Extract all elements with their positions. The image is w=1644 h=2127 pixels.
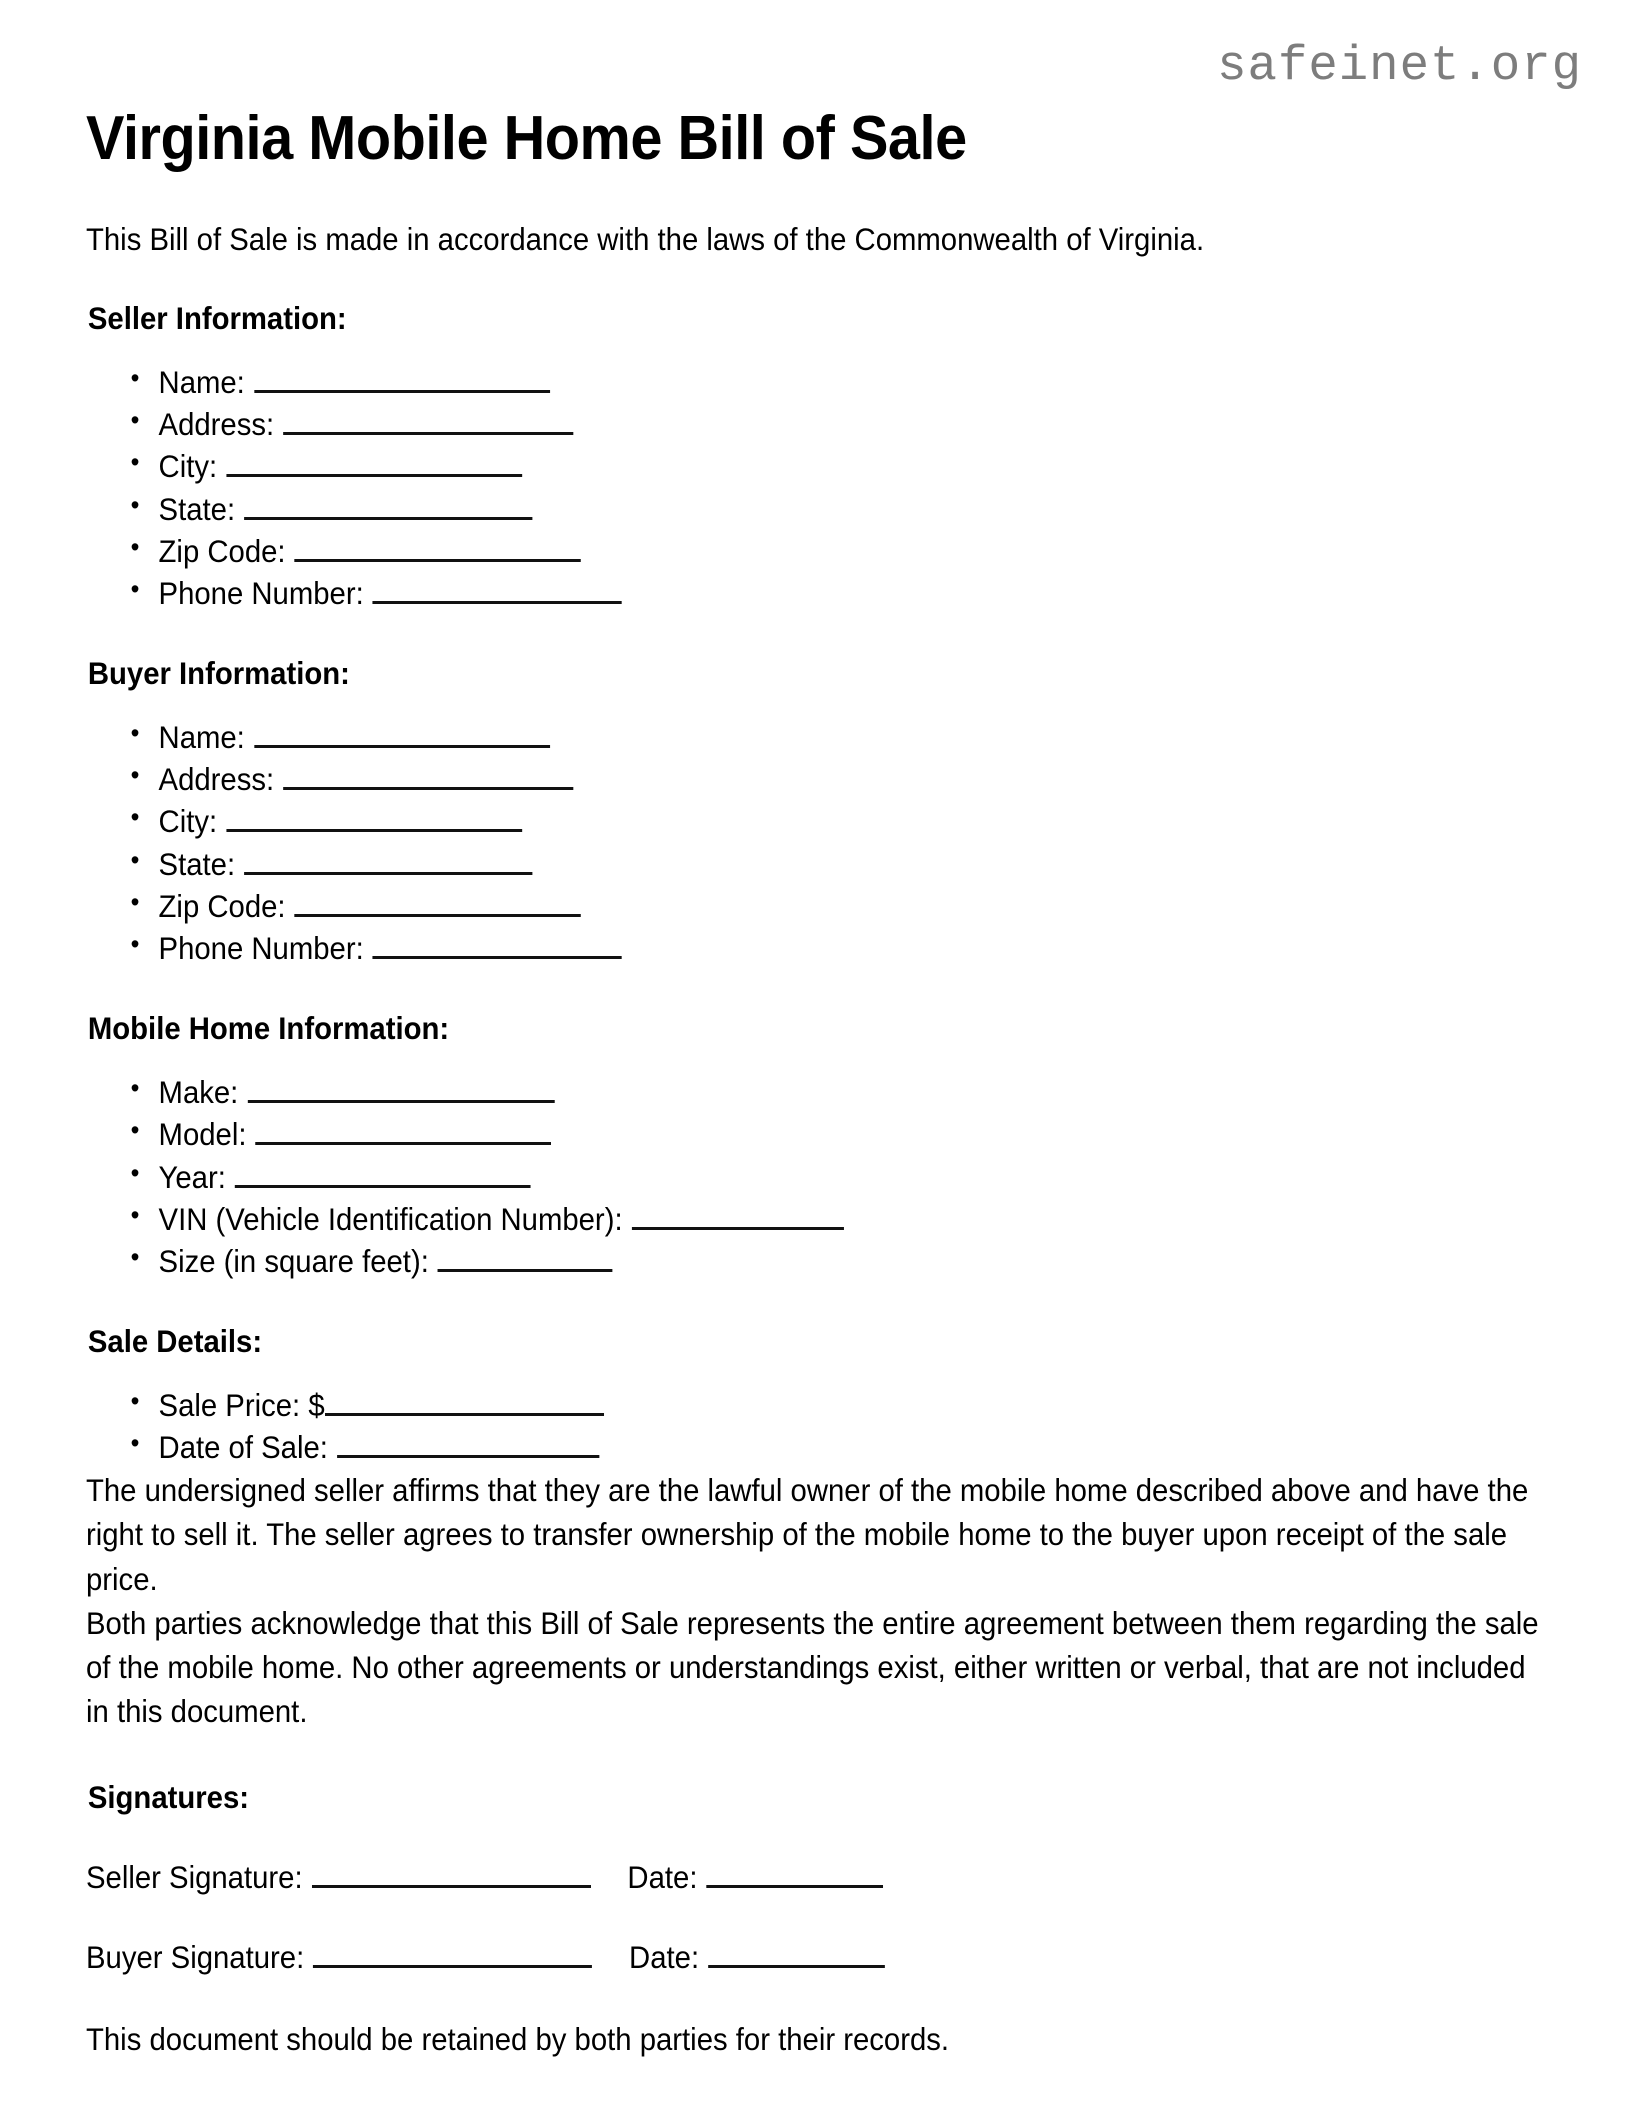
field-label: State: <box>158 490 236 527</box>
field-seller-name <box>127 361 1595 403</box>
seller-signature-blank[interactable] <box>312 1860 591 1888</box>
field-label: VIN (Vehicle Identification Number): <box>158 1200 623 1237</box>
mobile-home-field-list <box>86 1071 1595 1283</box>
seller-field-list <box>86 361 1595 615</box>
retention-notice: This document should be retained by both parties for their records. <box>86 2020 950 2057</box>
field-buyer-zip <box>127 885 1595 927</box>
buyer-zip-blank[interactable] <box>295 890 581 918</box>
home-year-blank[interactable] <box>235 1160 531 1188</box>
page-title: Virginia Mobile Home Bill of Sale <box>86 104 967 173</box>
buyer-city-blank[interactable] <box>226 805 522 833</box>
field-label: Size (in square feet): <box>158 1243 429 1280</box>
seller-date-label: Date: <box>627 1858 698 1895</box>
buyer-signature-blank[interactable] <box>313 1941 592 1969</box>
field-home-model <box>127 1113 1595 1155</box>
seller-date-blank[interactable] <box>707 1860 884 1888</box>
section-heading-signatures: Signatures: <box>87 1778 250 1815</box>
site-watermark: safeinet.org <box>1217 38 1582 94</box>
field-label: Zip Code: <box>158 888 286 925</box>
field-label: Address: <box>158 761 275 798</box>
field-home-year <box>127 1156 1595 1198</box>
field-label: Model: <box>158 1116 247 1153</box>
home-model-blank[interactable] <box>256 1118 552 1146</box>
field-label: Zip Code: <box>158 532 286 569</box>
field-label: Address: <box>158 405 275 442</box>
field-label: Year: <box>158 1158 226 1195</box>
buyer-phone-blank[interactable] <box>373 932 622 960</box>
entire-agreement-paragraph: Both parties acknowledge that this Bill of Sale represents the entire agreement between them regarding the sale of the mobile home. No other agreements or understandings exist, either written or verbal, that are not included in this document. <box>86 1604 1539 1729</box>
seller-name-blank[interactable] <box>254 365 550 393</box>
field-seller-state <box>127 488 1595 530</box>
section-heading-seller: Seller Information: <box>87 299 347 336</box>
field-buyer-phone <box>127 927 1595 969</box>
buyer-signature-label: Buyer Signature: <box>86 1939 305 1976</box>
buyer-address-blank[interactable] <box>283 762 573 790</box>
document-content <box>86 104 1554 2061</box>
field-label: State: <box>158 845 236 882</box>
field-seller-phone <box>127 572 1595 614</box>
field-buyer-address <box>127 758 1595 800</box>
buyer-field-list <box>86 716 1595 970</box>
field-home-make <box>127 1071 1595 1113</box>
field-seller-zip <box>127 530 1595 572</box>
field-seller-city <box>127 445 1595 487</box>
seller-zip-blank[interactable] <box>295 534 581 562</box>
field-label: City: <box>158 448 218 485</box>
field-seller-address <box>127 403 1595 445</box>
sale-details-field-list <box>86 1384 1595 1469</box>
seller-phone-blank[interactable] <box>373 577 622 605</box>
field-label: Phone Number: <box>158 575 364 612</box>
field-home-vin <box>127 1198 1595 1240</box>
buyer-date-blank[interactable] <box>708 1941 885 1969</box>
buyer-name-blank[interactable] <box>254 720 550 748</box>
field-date-of-sale <box>127 1426 1595 1468</box>
date-of-sale-blank[interactable] <box>337 1430 599 1458</box>
section-heading-buyer: Buyer Information: <box>87 654 350 691</box>
affirmation-paragraph: The undersigned seller affirms that they are the lawful owner of the mobile home described above and have the right to sell it. The seller agrees to transfer ownership of the mobile home to the buyer upon receipt of the sale price. <box>86 1472 1529 1597</box>
field-buyer-state <box>127 843 1595 885</box>
field-label: Phone Number: <box>158 930 364 967</box>
home-make-blank[interactable] <box>247 1075 554 1103</box>
field-buyer-name <box>127 716 1595 758</box>
field-label: Date of Sale: <box>158 1429 328 1465</box>
seller-city-blank[interactable] <box>226 450 522 478</box>
sale-price-blank[interactable] <box>325 1388 604 1416</box>
buyer-date-label: Date: <box>629 1939 700 1976</box>
intro-paragraph: This Bill of Sale is made in accordance with the laws of the Commonwealth of Virginia. <box>86 221 1205 258</box>
seller-signature-label: Seller Signature: <box>86 1858 303 1895</box>
seller-address-blank[interactable] <box>283 407 573 435</box>
section-heading-mobile-home: Mobile Home Information: <box>87 1009 450 1046</box>
buyer-state-blank[interactable] <box>244 847 532 875</box>
field-sale-price <box>127 1384 1595 1426</box>
field-label: Sale Price: $ <box>158 1386 325 1423</box>
seller-state-blank[interactable] <box>244 492 532 520</box>
field-home-size <box>127 1240 1595 1282</box>
buyer-signature-row <box>86 1936 1554 1979</box>
section-heading-sale-details: Sale Details: <box>87 1322 263 1359</box>
field-label: Name: <box>158 718 245 755</box>
seller-signature-row <box>86 1856 1554 1899</box>
field-label: Make: <box>158 1073 239 1110</box>
field-label: City: <box>158 803 218 840</box>
home-vin-blank[interactable] <box>632 1202 844 1230</box>
home-size-blank[interactable] <box>438 1245 613 1273</box>
field-label: Name: <box>158 363 245 400</box>
signature-block <box>86 1856 1554 1979</box>
field-buyer-city <box>127 800 1595 842</box>
